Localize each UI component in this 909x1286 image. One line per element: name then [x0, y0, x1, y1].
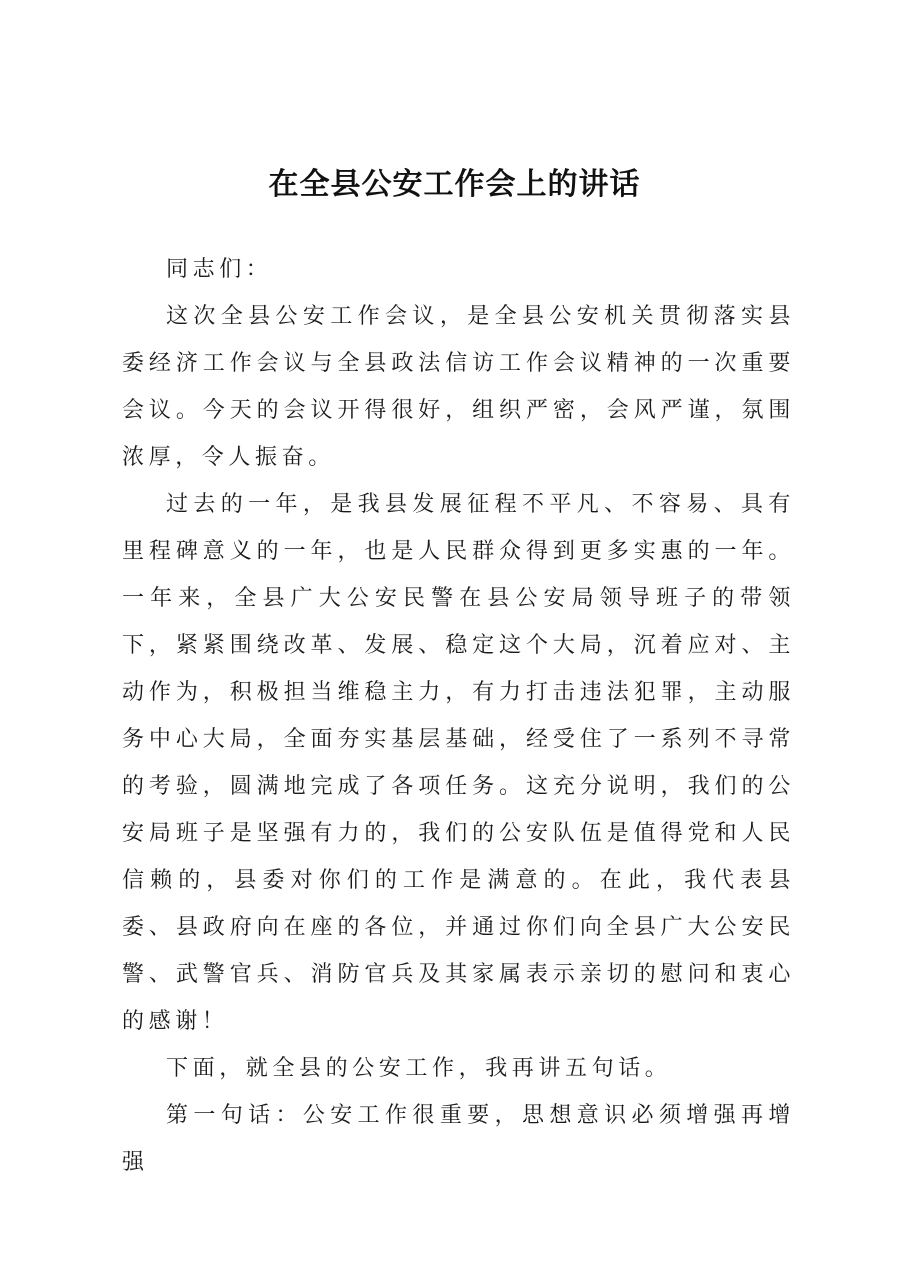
body-paragraph: 这次全县公安工作会议，是全县公安机关贯彻落实县委经济工作会议与全县政法信访工作会议精神的一次重要会议。今天的会议开得很好，组织严密，会风严谨，氛围浓厚，令人振奋。	[122, 304, 795, 470]
document-title: 在全县公安工作会上的讲话	[268, 167, 641, 202]
document-body	[122, 246, 795, 1186]
salutation-paragraph: 同志们：	[166, 257, 273, 282]
section-heading-paragraph: 第一句话：公安工作很重要，思想意识必须增强再增强	[122, 1103, 795, 1175]
body-paragraph: 过去的一年，是我县发展征程不平凡、不容易、具有里程碑意义的一年，也是人民群众得到更多实惠的一年。一年来，全县广大公安民警在县公安局领导班子的带领下，紧紧围绕改革、发展、稳定这个大局，沉着应对、主动作为，积极担当维稳主力，有力打击违法犯罪，主动服务中心大局，全面夯实基层基础，经受住了一系列不寻常的考验，圆满地完成了各项任务。这充分说明，我们的公安局班子是坚强有力的，我们的公安队伍是值得党和人民信赖的，县委对你们的工作是满意的。在此，我代表县委、县政府向在座的各位，并通过你们向全县广大公安民警、武警官兵、消防官兵及其家属表示亲切的慰问和衷心的感谢！	[122, 492, 795, 1034]
body-paragraph: 下面，就全县的公安工作，我再讲五句话。	[166, 1056, 672, 1081]
